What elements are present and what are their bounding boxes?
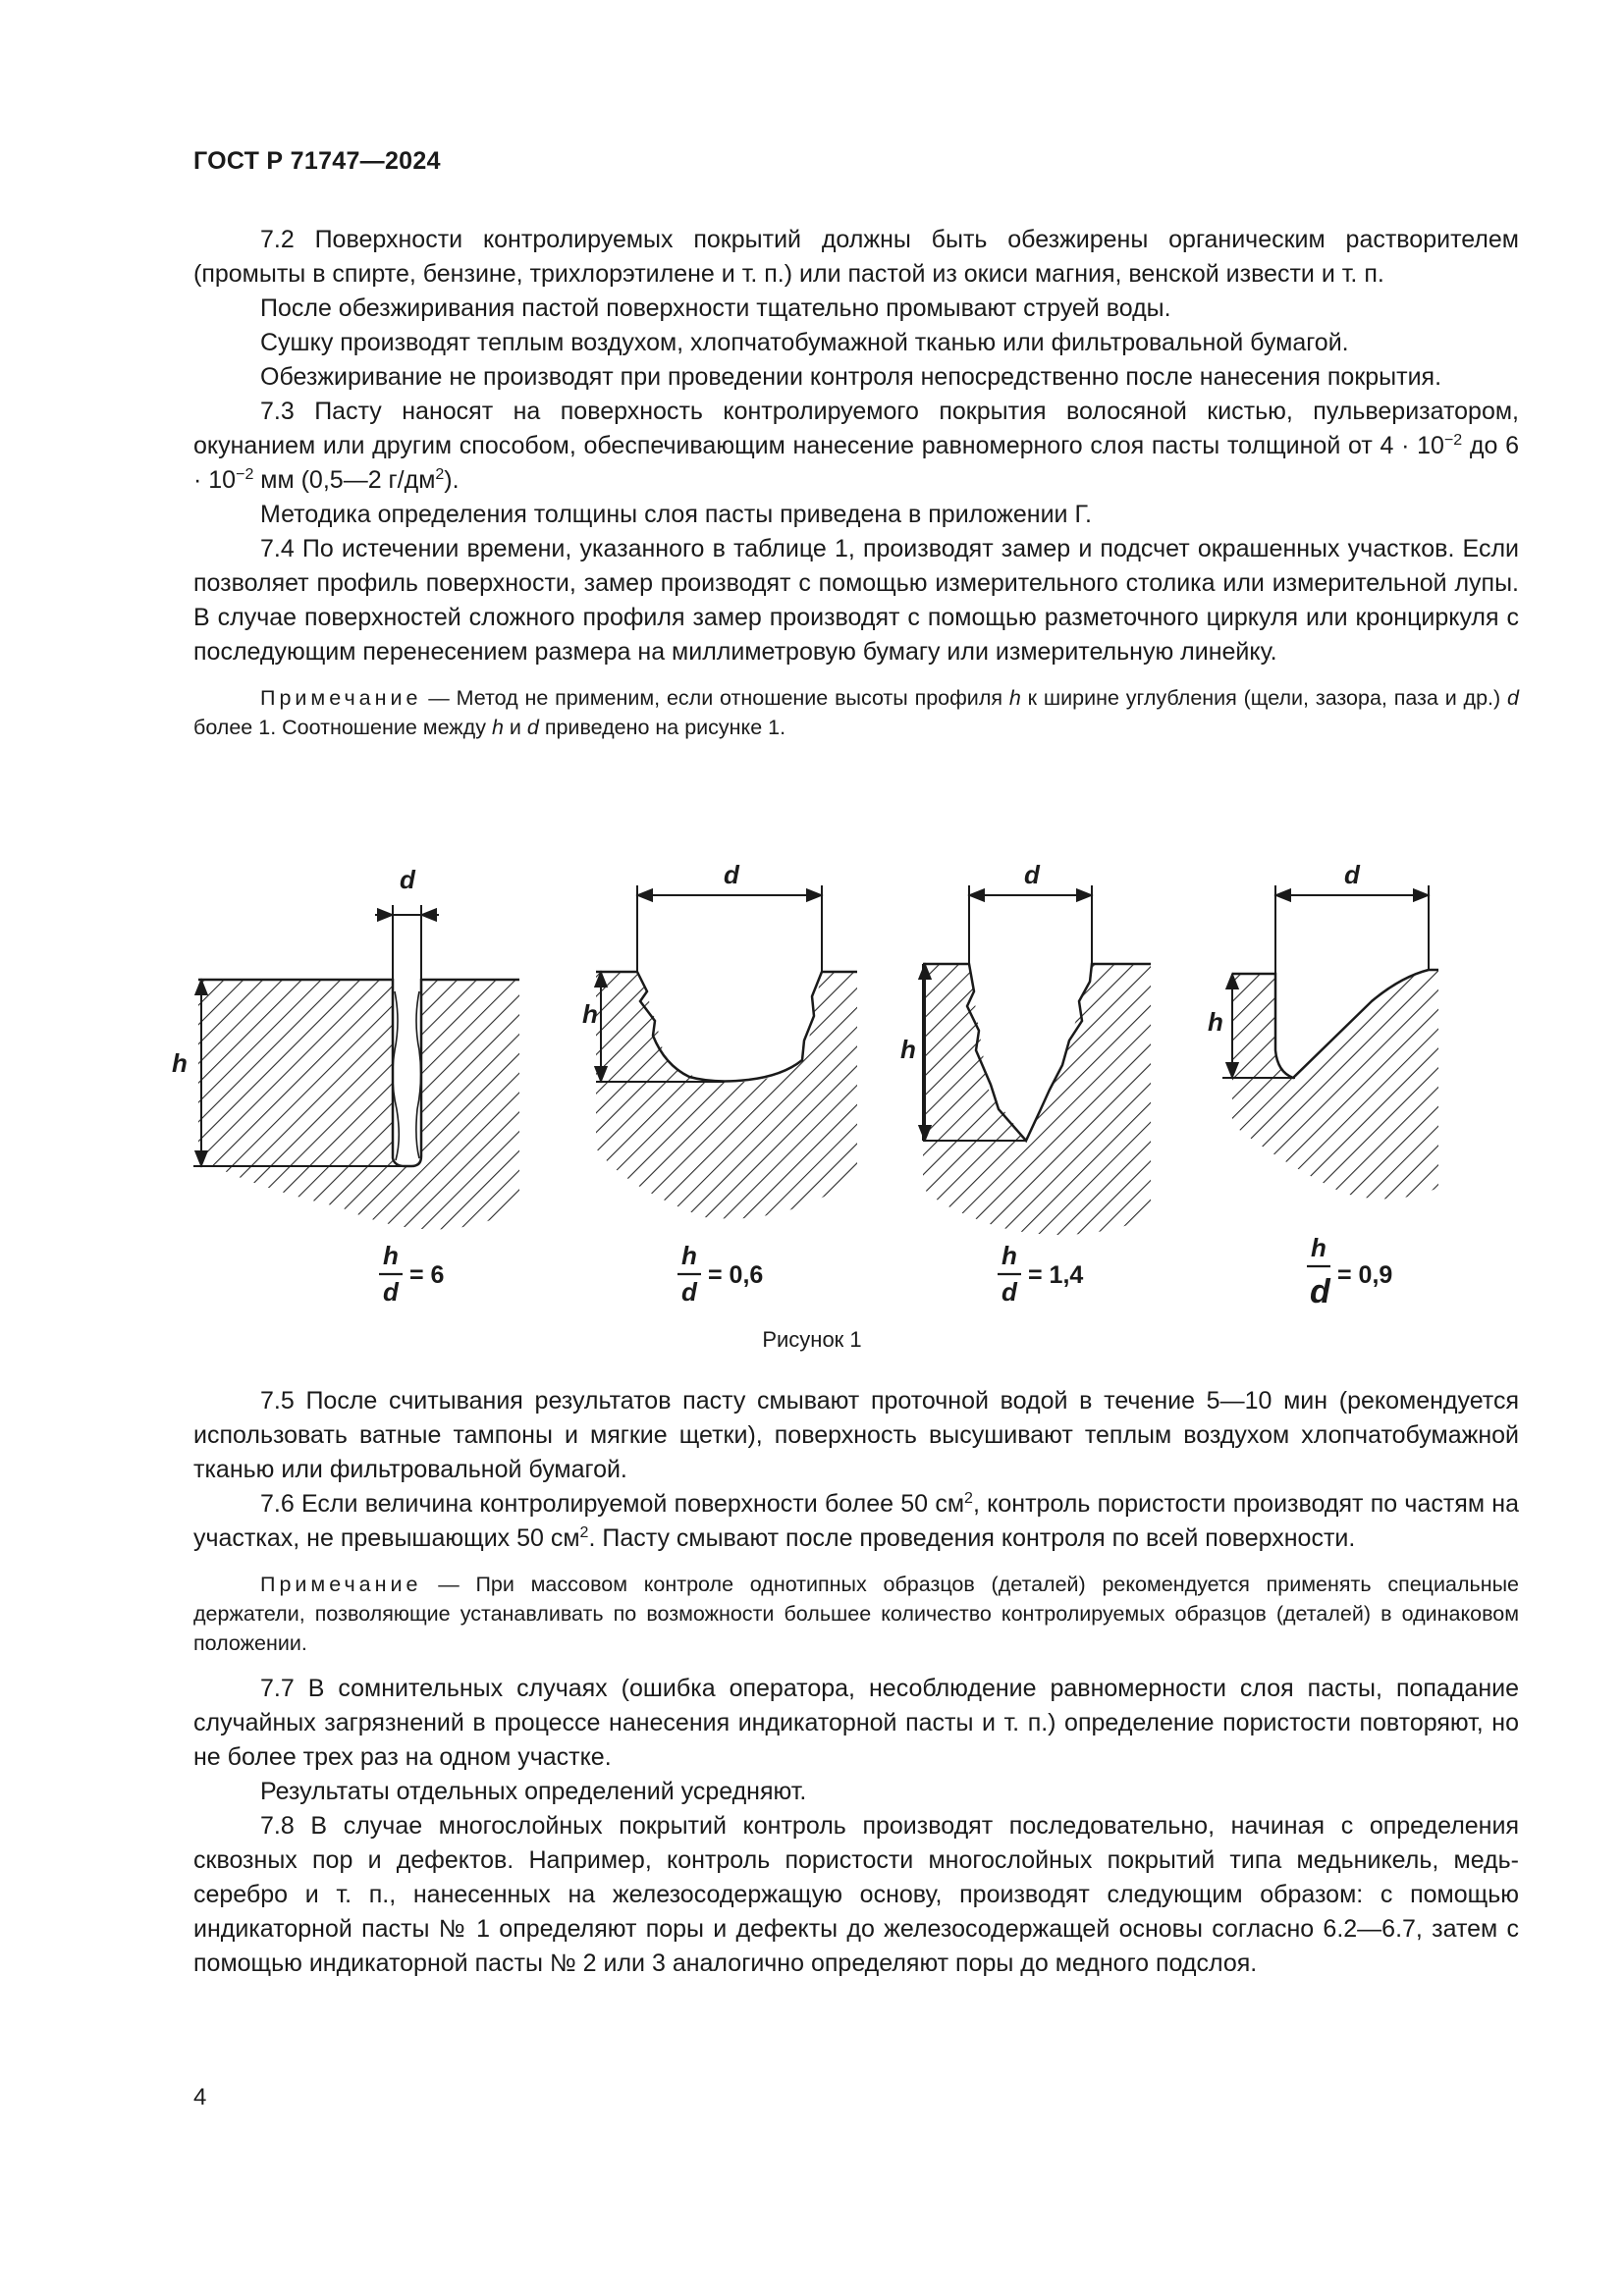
paragraph-7-7: 7.7 В сомнительных случаях (ошибка оператора, несоблюдение равномерности слоя пасты, попадание случайных загрязнений в процессе нанесения индикаторной пасты и т. п.) определение пористости повторяют, но не более трех раз на одном участке. bbox=[193, 1675, 1519, 1771]
ratio-formula-3 bbox=[998, 1241, 1083, 1307]
svg-text:= 1,4: = 1,4 bbox=[1028, 1261, 1084, 1289]
profile-panel-3 bbox=[900, 860, 1151, 1235]
label-h: h bbox=[900, 1035, 916, 1064]
profile-panel-4 bbox=[1208, 860, 1438, 1199]
paragraph-7-7-average: Результаты отдельных определений усредняют. bbox=[260, 1778, 807, 1805]
paragraph-7-6: 7.6 Если величина контролируемой поверхности более 50 $см^2$, контроль пористости производят по частям на участках, не превышающих 50 $см^2$. Пасту смывают после проведения контроля по всей поверхности. bbox=[193, 1490, 1519, 1552]
page-number: 4 bbox=[193, 2084, 207, 2110]
svg-text:h: h bbox=[383, 1241, 399, 1270]
figure-caption: Рисунок 1 bbox=[762, 1327, 862, 1352]
figure-1-profiles bbox=[172, 854, 1470, 1325]
paragraph-7-2: 7.2 Поверхности контролируемых покрытий должны быть обезжирены органическим растворителем (промыты в спирте, бензине, трихлорэтилене и т. п.) или пастой из окиси магния, венской извести и т. п. bbox=[193, 226, 1519, 288]
paragraph-7-3: 7.3 Пасту наносят на поверхность контролируемого покрытия волосяной кистью, пульверизатором, окунанием или другим способом, обеспечивающим нанесение равномерного слоя пасты толщиной от $4 \cdot 10^{-2}$ до $6 \cdot 10^{-2}$ мм (0,5—2 $г/дм^2$). bbox=[193, 398, 1519, 494]
profile-panel-1 bbox=[172, 865, 519, 1230]
text-block-top bbox=[193, 223, 1519, 756]
ratio-formula-2 bbox=[677, 1241, 763, 1307]
svg-text:h: h bbox=[681, 1241, 697, 1270]
note-2: Примечание — При массовом контроле однотипных образцов (деталей) рекомендуется применять специальные держатели, позволяющие устанавливать по возможности большее количество контролируемых образцов (деталей) в одинаковом положении. bbox=[193, 1573, 1519, 1655]
paragraph-7-5: 7.5 После считывания результатов пасту смывают проточной водой в течение 5—10 мин (рекомендуется использовать ватные тампоны и мягкие щетки), поверхность высушивают теплым воздухом хлопчатобумажной тканью или фильтровальной бумагой. bbox=[193, 1387, 1519, 1483]
label-d: d bbox=[724, 860, 739, 889]
label-h: h bbox=[582, 999, 598, 1029]
text-block-bottom bbox=[193, 1384, 1519, 1981]
document-header: ГОСТ Р 71747—2024 bbox=[193, 147, 441, 175]
note-1: Примечание — Метод не применим, если отношение высоты профиля h к ширине углубления (щели, зазора, паза и др.) d более 1. Соотношение между h и d приведено на рисунке 1. bbox=[193, 686, 1519, 739]
svg-text:= 0,6: = 0,6 bbox=[708, 1261, 764, 1289]
svg-text:h: h bbox=[1001, 1241, 1017, 1270]
svg-text:d: d bbox=[383, 1277, 399, 1307]
paragraph-7-4: 7.4 По истечении времени, указанного в таблице 1, производят замер и подсчет окрашенных участков. Если позволяет профиль поверхности, замер производят с помощью измерительного столика или измерительной лупы. В случае поверхностей сложного профиля замер производят с помощью разметочного циркуля или кронциркуля с последующим перенесением размера на миллиметровую бумагу или измерительную линейку. bbox=[193, 535, 1519, 666]
svg-text:d: d bbox=[1001, 1277, 1017, 1307]
svg-text:d: d bbox=[1310, 1273, 1330, 1310]
note-label: Примечание bbox=[260, 686, 422, 710]
paragraph-7-2-exception: Обезжиривание не производят при проведении контроля непосредственно после нанесения покрытия. bbox=[260, 363, 1442, 391]
svg-text:= 6: = 6 bbox=[409, 1261, 445, 1289]
profile-panel-2 bbox=[582, 860, 857, 1219]
svg-text:= 0,9: = 0,9 bbox=[1337, 1261, 1393, 1289]
ratio-formula-4 bbox=[1307, 1233, 1392, 1310]
label-d: d bbox=[1344, 860, 1360, 889]
label-h: h bbox=[1208, 1007, 1223, 1037]
paragraph-7-3-method: Методика определения толщины слоя пасты приведена в приложении Г. bbox=[260, 501, 1092, 528]
ratio-formula-1 bbox=[379, 1241, 444, 1307]
svg-text:h: h bbox=[1311, 1233, 1326, 1262]
label-h: h bbox=[172, 1048, 188, 1078]
note-label: Примечание bbox=[260, 1573, 422, 1596]
paragraph-7-2-drying: Сушку производят теплым воздухом, хлопчатобумажной тканью или фильтровальной бумагой. bbox=[260, 329, 1349, 356]
paragraph-7-8: 7.8 В случае многослойных покрытий контроль производят последовательно, начиная с определения сквозных пор и дефектов. Например, контроль пористости многослойных покрытий типа медьникель, медь-серебро и т. п., нанесенных на железосодержащую основу, производят следующим образом: с помощью индикаторной пасты № 1 определяют поры и дефекты до железосодержащей основы согласно 6.2—6.7, затем с помощью индикаторной пасты № 2 или 3 аналогично определяют поры до медного подслоя. bbox=[193, 1812, 1519, 1977]
label-d: d bbox=[400, 865, 415, 894]
paragraph-7-2-rinse: После обезжиривания пастой поверхности тщательно промывают струей воды. bbox=[260, 294, 1171, 322]
label-d: d bbox=[1024, 860, 1040, 889]
svg-text:d: d bbox=[681, 1277, 697, 1307]
